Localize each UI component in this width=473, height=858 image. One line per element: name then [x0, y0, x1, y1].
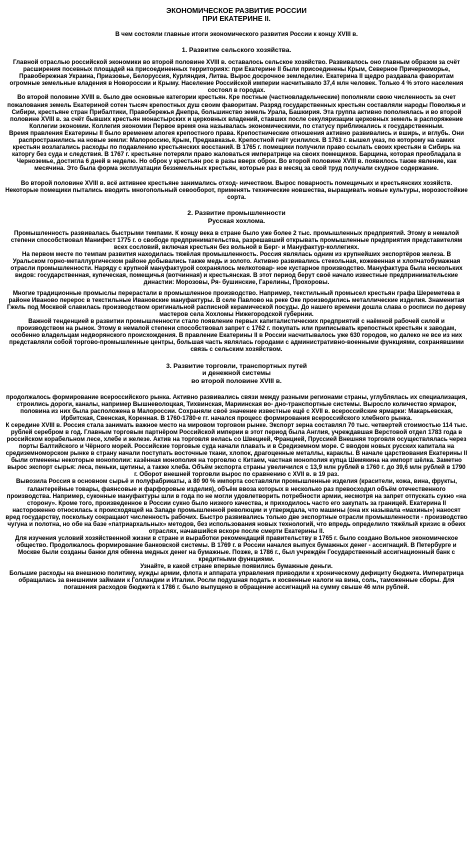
section-3-paragraph: продолжалось формирование всероссийского рынка. Активно развивались связи между разными регионами страны, углублялась их специализация, строились дороги, каналы, например Вышневолоцкая, Тихвинская, Мариинская во- дно-транспортные системы. Выросло количество ярмарок, половина из них была расположена в Малороссии. Сохраняли своё значение известные ещё с XVII в. всероссийские ярмарки: Макарьевская, Ирбитская, Свенская, Коренная. В 1760-1780-е гг. начался процесс формирования всероссийского хлебного рынка.	[5, 393, 468, 423]
section-1-paragraph: Во второй половине XVIII в. было две основные категории крестьян. Кре постные (частновладельческие) пополняли свою численность за счет пожалования земель Екатериной сотен тысяч крепостных душ своим фаворитам. Разряд государственных крестьян составляли народы Поволжья и Сибири, крестьяне стран Прибалтики, Правобережья Днепра, большинство земель Урала, Башкирия. Эта группа активно пополнялась и во второй половине XVIII в. за счёт бывших крестьян монастырских и церковных владений, ставших после секуляризации церковных земель в распоряжение Коллегии экономии. Коллегия экономии Первое время она называлась экономическими, по статусу приближались к государственным.	[7, 94, 466, 130]
document-page	[5, 0, 468, 591]
section-3-paragraph: К середине XVIII в. Россия стала занимать важное место на мировом торговом рынке. Экспорт зерна составлял 70 тыс. четвертей стоимостью 114 тыс. рублей серебром в год. Главным торговым партнёром Российской империи в этот период была Англия, учреждавшая Верстовой отдел 1783 года в российском корабельном лесе, хлебе и железе. Актив на торговля велась со Швецией, Францией, Пруссией Внешняя торговля осуществлялась через порты Балтийского и Чёрного морей. Российские торговые суда начали плавать и в Средиземном море. С вводом новых русских капитала на средиземноморском рынке в страну начали поступать восточные ткани, хлопок, драгоценные металлы, караклы. В начале царствования Екатерины II были отменены некоторые монополии: казённая монополия на торговлю с Китаем, частная монополия купца Шемякина на импорт шёлка. Заметно вырос экспорт сырья: леса, пеньки, щетины, а также хлеба. Объём экспорта страны увеличился с 13,9 млн рублей в 1760 г. до 39,6 млн рублей в 1790 г. Оборот внешней торговли вырос по сравнению с XVII в. в 19 раз.	[5, 422, 468, 479]
document-title	[5, 7, 468, 23]
section-3-heading-2: и денежной системы	[202, 370, 271, 378]
section-3-heading-1: 3. Развитие торговли, транспортных путей	[166, 362, 307, 370]
title-line-2: ПРИ ЕКАТЕРИНЕ II.	[202, 14, 271, 24]
lesson-question: В чем состояли главные итоги экономического развития России к концу XVIII в.	[115, 31, 358, 39]
section-2-paragraph: Многие традиционные промыслы перерастали в промышленное производство. Например, текстильный промысел крестьян графа Шереметева в районе Иваново перерос в текстильные Ивановские мануфактуры. В селе Павлово на реке Оке производились металлические изделия. Знаменитая Гжель под Москвой славилась производством оригинальной расписной керамической посуды. До нашего времени дошла слава о росписи по дереву мастеров села Хохломы Нижегородской губернии.	[6, 290, 467, 319]
section-1-title: 1. Развитие сельского хозяйства.	[181, 47, 292, 55]
section-2-paragraph: Важной тенденцией в развитии промышленности стало появление первых капиталистических предприятий с наёмной рабочей силой и производством на рынок. Этому в немалой степени способствовал запрет с 1762 г. покупать или приписывать крепостных крестьян к заводам, особенно владельцам недворянского происхождения. В правление Екатерины II в России насчитывалось уже 630 городов, но далеко не все из них представляли собой торгово-промышленные центры, большая часть являлась городами с административно-военными функциями, сохранявшими связь с сельским хозяйством.	[9, 318, 464, 354]
title-line-1: ЭКОНОМИЧЕСКОЕ РАЗВИТИЕ РОССИИ	[166, 6, 307, 15]
section-3-title	[5, 363, 468, 386]
section-2-title	[5, 210, 468, 226]
section-3-question: Узнайте, в какой стране впервые появились бумажные деньги.	[140, 563, 333, 571]
section-3-heading-3: во второй половине XVIII в.	[191, 378, 282, 386]
section-2-paragraph: Промышленность развивалась быстрыми темпами. К концу века в стране было уже более 2 тыс. промышленных предприятий. Этому в немалой степени способствовал Манифест 1775 г. о свободе предпринимательства, разрешавший открывать промышленные предприятия представителям всех сословий, включая крестьян без вольной в Берг- и Мануфактур-коллегиях.	[10, 229, 463, 251]
section-3-paragraph: Для изучения условий хозяйственной жизни в стране и выработки рекомендаций правительству в 1765 г. было создано Вольное экономическое общество. Продолжалось формирование банковской системы. В 1769 г. в России начался выпуск бумажных денег - ассигнаций. В Петербурге и Москве были созданы банки для обмена медных денег на бумажные. Позже, в 1786 г., был учреждён Государственный ассигнационный банк с кредитными функциями.	[15, 534, 458, 563]
section-1-paragraph: Время правления Екатерины II было временем апогея крепостного права. Крепостнические отношения активно развивались и вширь, и вглубь. Они распространились на новые земли: Малороссию, Крым, Предкавказье. Крепостной гнёт усилился. В 1763 г. вышел указ, по которому на самих крестьян возлагались расходы по подавлению крестьянских восстаний. В 1765 г. помещики получили право ссылать своих крестьян в Сибирь на каторгу без суда и следствия. В 1767 г. крестьяне потеряли право жаловаться императрице на своих помещиков. Барщина, которая преобладала в Черноземье, достигла 6 дней в неделю. Но оброк у крестьян рос в разы вверх оброк. Во второй половине XVIII в. появилось также явление, как месячина. Это была форма эксплуатации безземельных крестьян, которые раз в месяц за свой труд получали скудное содержание.	[9, 129, 464, 172]
section-2-subheading: Русская хохлома.	[207, 217, 266, 225]
section-1-paragraph: Во второй половине XVIII в. всё активнее крестьяне занимались отход- ничеством. Вырос поварность помещичьих и крестьянских хозяйств. Некоторые помещики пытались вводить многопольный севооборот, применять технические новшества, выращивать новые культуры, морозостойкие сорта.	[5, 180, 468, 202]
section-3-paragraph: Вывозила Россия в основном сырьё и полуфабрикаты, а 80 90 % импорта составляли промышленные изделия (красители, кожа, вина, фрукты, галантерейные товары, фаянсовые и фарфоровые изделия), объём ввоза которых в несколько раз превосходил объём отечественного производства. Например, суконные мануфактуры шли в года по не могли удовлетворить потребности армии, несмотря на запрет отпускать сукно «на сторону». Кроме того, произведенное в России сукно было низкого качества, и приходилось часто его закупать за границей. Екатерина II настороженно относилась к происходящей на Западе промышленной революции и утверждала, что машины (она их называла «махины») наносят вред государству, поскольку сокращают численность рабочих. Быстро развивались только две экспортные отрасли промышленности - производство чугуна и полотна, но обе на базе «патриархальных» методов, без использования новых технологий, что впредь определило тяжёлый кризис в обеих отраслях, начавшийся вскоре после смерти Екатерины II.	[5, 478, 468, 535]
section-2-heading: 2. Развитие промышленности	[187, 210, 286, 218]
section-1-paragraph: Главной отраслью российской экономики во второй половине XVIII в. оставалось сельское хозяйство. Развивалось оно главным образом за счёт расширения посевных площадей на присоединенных территориях: при Екатерине II были присоединены Крым, Северное Причерноморье, Правобережная Украина, Приазовье, Белоруссия, Курляндия, Литва. Вырос досрочное земледелие. Екатерина II щедро раздавала фаворитам огромные земельные владения в Новороссии и Крыму. Население Российской империи насчитывало 37,4 млн человек. Только 4 % этого населения состоял в городах.	[9, 59, 464, 95]
section-2-paragraph: На первом месте по темпам развития находилась тяжёлая промышленность. Россия являлась одним из крупнейших экспортёров железа. В Уральском горно-металлургическом районе добывались также медь и золото. Активно развивались стекольная, кожевенная и хлопчатобумажная отрасли промышленности. Наряду с крупной мануфактурой сохранялось мелкотовар- ное кустарное производство. Мануфактура была нескольких видов: государственная, купеческая, помещичья (вотчинная) и крестьянская. В этот период берут своё начало известные предпринимательские династии: Морозовы, Ря- бушинские, Гарелины, Прохоровы.	[10, 250, 463, 287]
section-3-paragraph: Большие расходы на внешнюю политику, нужды армии, флота и аппарата управления приводили к хроническому дефициту бюджета. Императрица обращалась за внешними займами к Голландии и Италии. Росли подушная подать и косвенные налоги на вина, соль, таможенные сборы. Для погашения расходов бюджета к 1786 г. было выпущено в обращение ассигнаций на сумму свыше 46 млн рублей.	[9, 570, 464, 592]
